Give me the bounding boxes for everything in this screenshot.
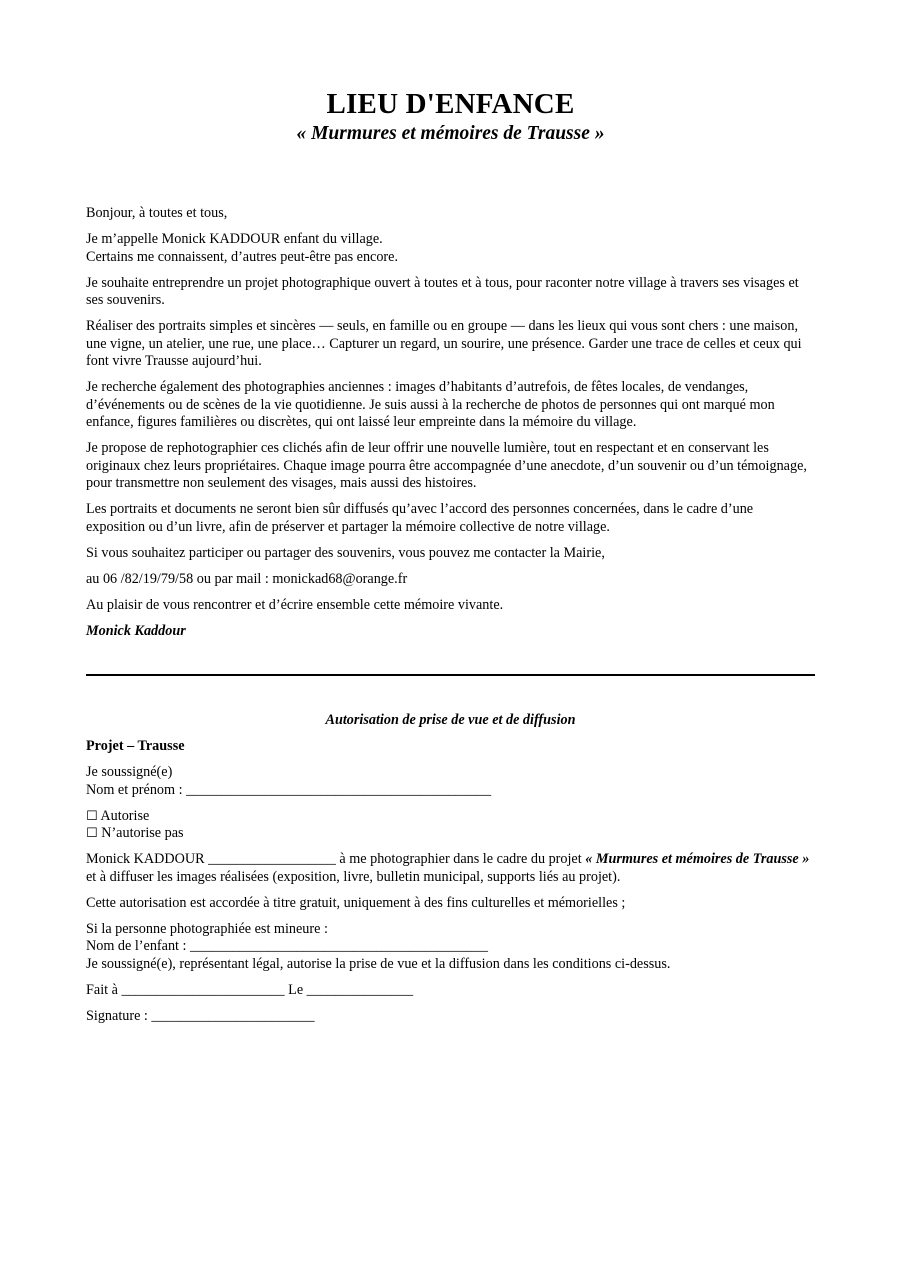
checkbox-icon[interactable]: ☐ [86,808,98,824]
letter-paragraph-portraits: Réaliser des portraits simples et sincères — seuls, en famille ou en groupe — dans les lieux qui vous sont chers : une maison, une vigne, un atelier, une rue, une place… Capturer un regard, un sourire, une présence. Garder une trace de celles et ceux qui font vivre Trausse aujourd’hui. [86,318,802,369]
form-title: Autorisation de prise de vue et de diffusion [325,712,576,728]
child-name-field[interactable]: Nom de l’enfant : __________________________________________ [86,938,488,954]
not-authorize-checkbox[interactable] [86,825,184,841]
form-authorization-text [86,851,815,886]
letter-greeting: Bonjour, à toutes et tous, [86,205,228,221]
form-options [86,808,815,843]
form-identity [86,764,815,799]
letter-paragraph-rephoto: Je propose de rephotographier ces clichés afin de leur offrir une nouvelle lumière, tout en respectant et en conservant les originaux chez leurs propriétaires. Chaque image pourra être accompagnée d’une anecdote, d’un souvenir ou d’un témoignage, pour transmettre non seulement des visages, mais aussi des histoires. [86,440,807,491]
letter-intro-line2: Certains me connaissent, d’autres peut-être pas encore. [86,248,399,265]
letter-signature: Monick Kaddour [86,622,186,639]
form-undersigned: Je soussigné(e) [86,764,173,780]
letter-paragraph-project: Je souhaite entreprendre un projet photographique ouvert à toutes et à tous, pour raconter notre village à travers ses visages et ses souvenirs. [86,274,799,308]
checkbox-icon[interactable]: ☐ [86,826,98,841]
letter-paragraph-diffusion: Les portraits et documents ne seront bien sûr diffusés qu’avec l’accord des personnes concernées, dans le cadre d’une exposition ou d’un livre, afin de préserver et partager la mémoire collective de notre village. [86,501,754,535]
letter-paragraph-closing: Au plaisir de vous rencontrer et d’écrire ensemble cette mémoire vivante. [86,596,504,613]
document-subtitle: « Murmures et mémoires de Trausse » [296,123,605,144]
form-minor-section [86,921,815,974]
letter-intro-line1: Je m’appelle Monick KADDOUR enfant du village. [86,231,383,247]
authorization-project-name: « Murmures et mémoires de Trausse » [585,851,810,867]
section-divider [86,674,815,676]
minor-intro: Si la personne photographiée est mineure : [86,920,328,937]
authorization-form [86,712,815,1034]
letter-paragraph-old-photos: Je recherche également des photographies anciennes : images d’habitants d’autrefois, de fêtes locales, de vendanges, d’événements ou de scènes de la vie quotidienne. Je suis aussi à la recherche de photos de personnes qui ont marqué mon enfance, figures familières ou discrètes, qui ont laissé leur empreinte dans la mémoire du village. [86,379,775,430]
form-free-of-charge: Cette autorisation est accordée à titre gratuit, uniquement à des fins culturelles et mémorielles ; [86,894,626,911]
not-authorize-label: N’autorise pas [97,825,184,841]
letter-paragraph-phone: au 06 /82/19/79/58 ou par mail : monickad68@orange.fr [86,570,408,587]
form-place-date-field[interactable]: Fait à _______________________ Le _______________ [86,981,414,998]
document-title: LIEU D'ENFANCE [326,88,575,120]
authorize-checkbox[interactable] [86,808,149,824]
form-project-label: Projet – Trausse [86,738,185,754]
authorization-prefix: Monick KADDOUR __________________ à me photographier dans le cadre du projet [86,851,586,867]
authorize-label: Autorise [97,807,150,824]
letter-body [86,205,815,649]
letter-paragraph-contact: Si vous souhaitez participer ou partager des souvenirs, vous pouvez me contacter la Mairie, [86,544,605,561]
letter-intro [86,231,815,266]
form-signature-field[interactable]: Signature : _______________________ [86,1007,315,1024]
legal-representative-statement: Je soussigné(e), représentant légal, autorise la prise de vue et la diffusion dans les conditions ci-dessus. [86,955,671,972]
form-name-field[interactable]: Nom et prénom : ___________________________________________ [86,781,492,798]
authorization-suffix: et à diffuser les images réalisées (exposition, livre, bulletin municipal, supports liés au projet). [86,868,621,885]
